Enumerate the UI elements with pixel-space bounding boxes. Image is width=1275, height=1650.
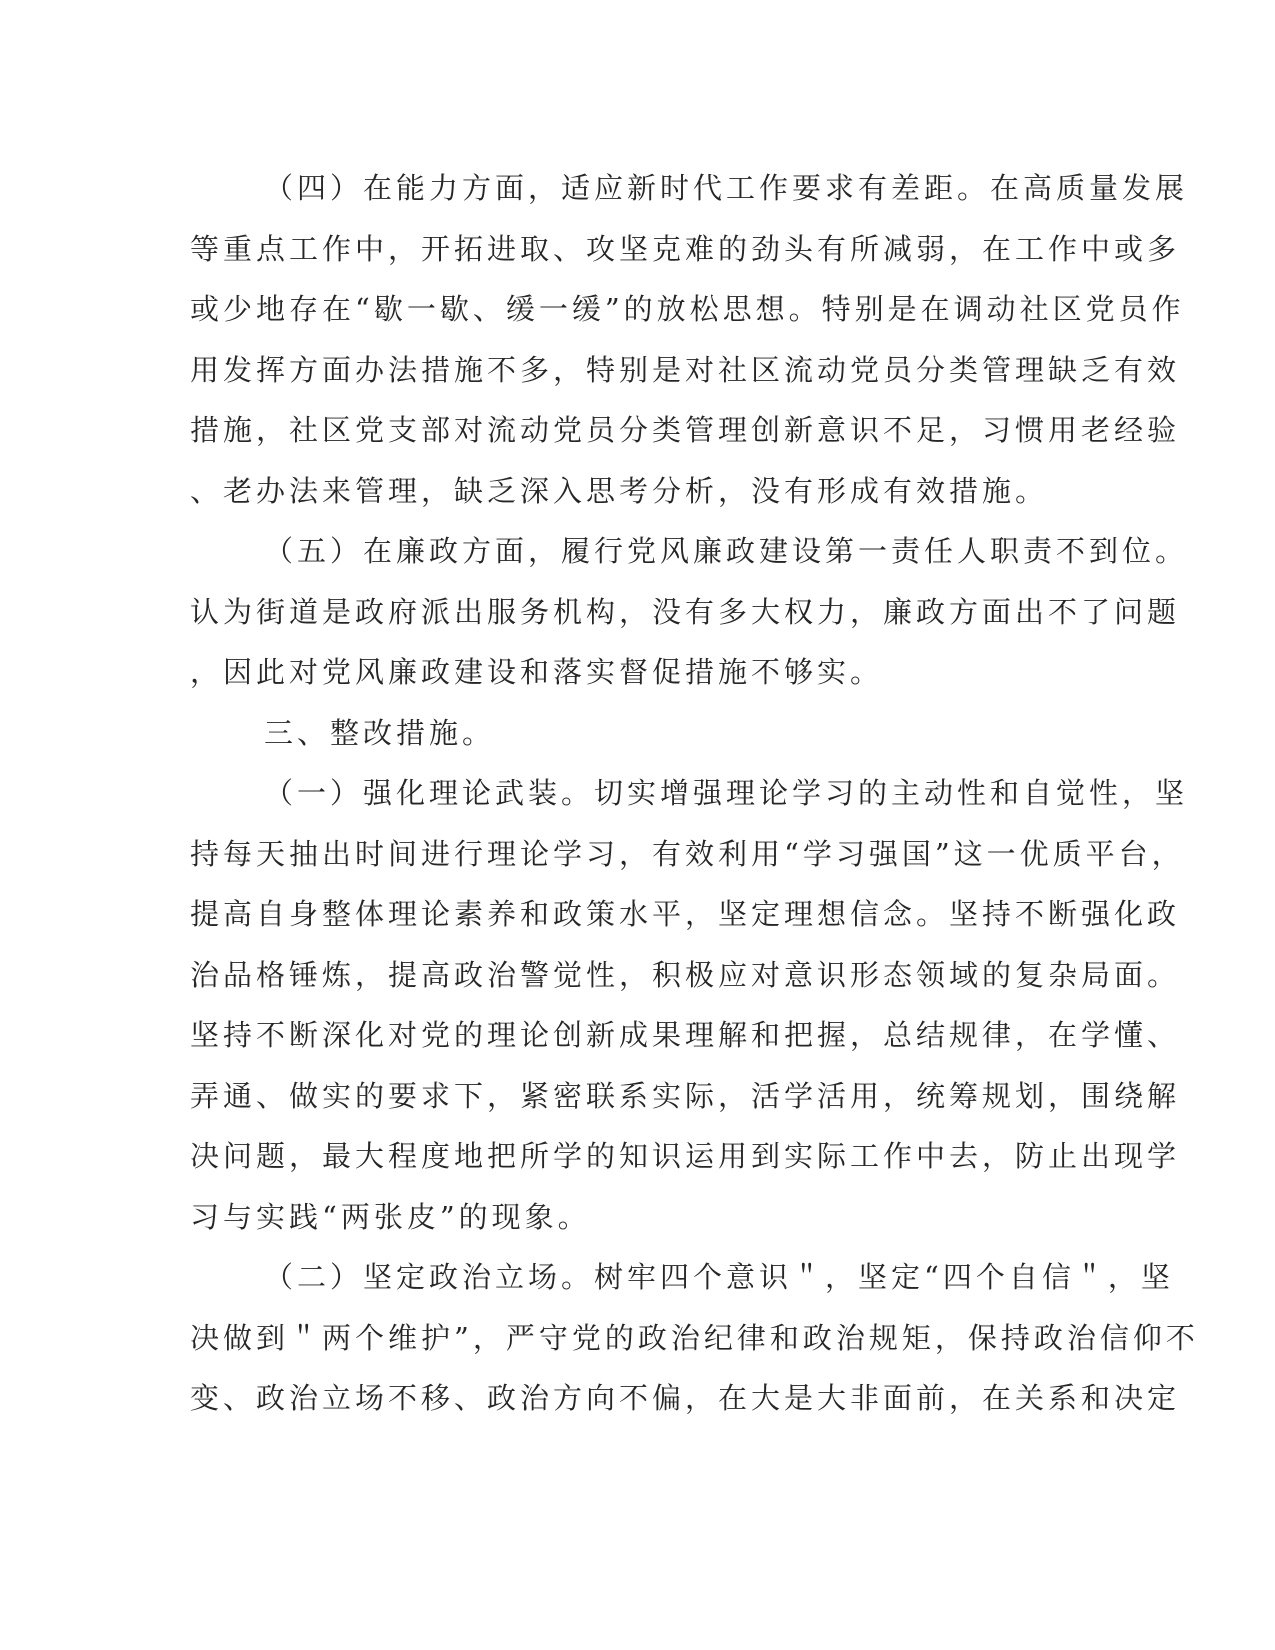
section-heading: 三、整改措施。 [264,715,496,750]
document-body [190,158,1199,1429]
paragraph-line: 坚持不断深化对党的理论创新成果理解和把握，总结规律，在学懂、 [190,1018,1181,1052]
paragraph-line: 治品格锤炼，提高政治警觉性，积极应对意识形态领域的复杂局面。 [190,957,1181,992]
paragraph-line: 等重点工作中，开拓进取、攻坚克难的劲头有所减弱，在工作中或多 [190,231,1181,266]
paragraph-line: 或少地存在“歇一歇、缓一缓”的放松思想。特别是在调动社区党员作 [190,292,1185,326]
paragraph-line: 用发挥方面办法措施不多，特别是对社区流动党员分类管理缺乏有效 [190,352,1181,387]
paragraph-line: （五）在廉政方面，履行党风廉政建设第一责任人职责不到位。 [264,534,1189,568]
paragraph-line: （二）坚定政治立场。树牢四个意识＂，坚定“四个自信＂，坚 [264,1260,1174,1294]
paragraph-line: 认为街道是政府派出服务机构，没有多大权力，廉政方面出不了问题 [190,594,1181,629]
paragraph-line: 、老办法来管理，缺乏深入思考分析，没有形成有效措施。 [190,473,1049,508]
paragraph-line: （一）强化理论武装。切实增强理论学习的主动性和自觉性，坚 [264,776,1189,810]
paragraph-line: ，因此对党风廉政建设和落实督促措施不够实。 [190,655,884,689]
paragraph-line: 提高自身整体理论素养和政策水平，坚定理想信念。坚持不断强化政 [190,897,1181,931]
paragraph-line: 措施，社区党支部对流动党员分类管理创新意识不足，习惯用老经验 [190,413,1181,447]
paragraph-line: 变、政治立场不移、政治方向不偏，在大是大非面前，在关系和决定 [190,1381,1181,1415]
paragraph-line: （四）在能力方面，适应新时代工作要求有差距。在高质量发展 [264,171,1189,205]
paragraph-line: 决做到＂两个维护”，严守党的政治纪律和政治规矩，保持政治信仰不 [190,1320,1199,1355]
paragraph-line: 持每天抽出时间进行理论学习，有效利用“学习强国”这一优质平台， [190,836,1185,871]
paragraph-line: 弄通、做实的要求下，紧密联系实际，活学活用，统筹规划，围绕解 [190,1078,1181,1113]
paragraph-line: 决问题，最大程度地把所学的知识运用到实际工作中去，防止出现学 [190,1139,1181,1173]
paragraph-line: 习与实践“两张皮”的现象。 [190,1199,591,1234]
